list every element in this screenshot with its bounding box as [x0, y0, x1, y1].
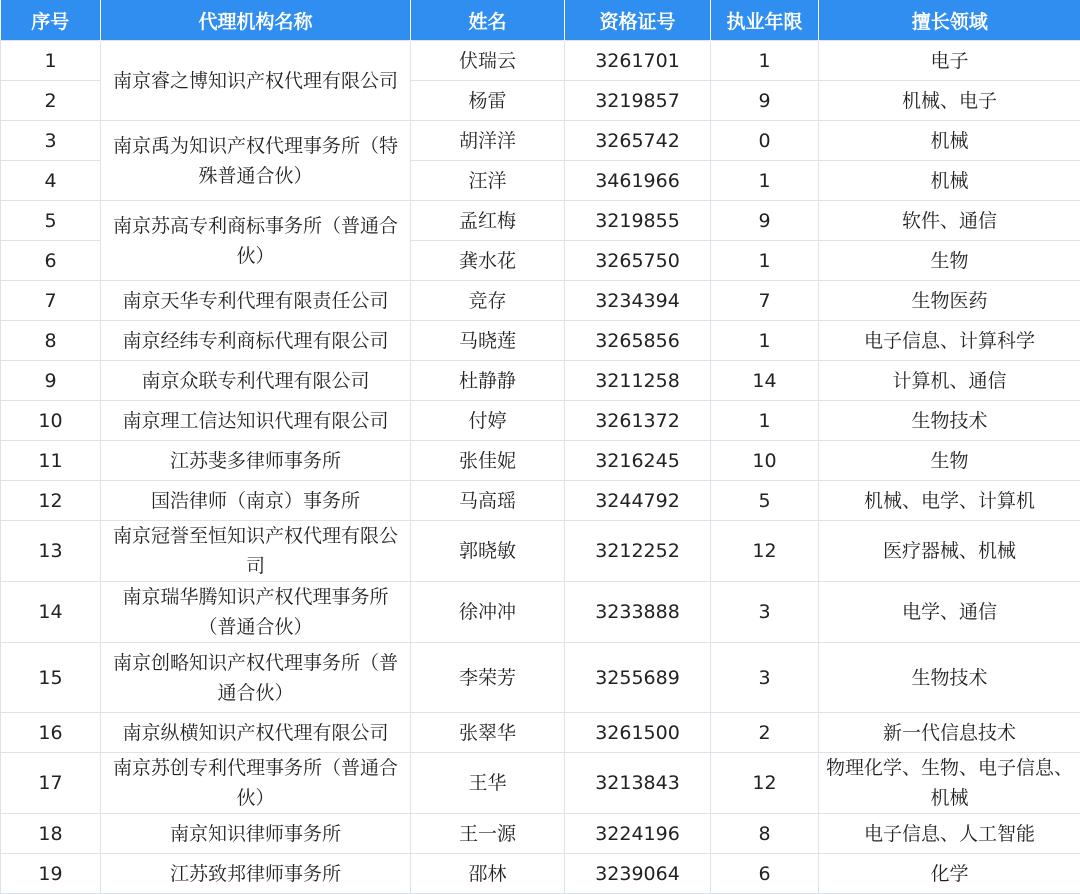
table-row — [1, 753, 1080, 814]
cell-field: 生物 — [819, 241, 1080, 281]
header-years: 执业年限 — [711, 0, 819, 41]
cell-agency: 南京苏高专利商标事务所（普通合伙） — [101, 201, 411, 281]
cell-field: 化学 — [819, 854, 1080, 894]
cell-name: 马高瑶 — [411, 481, 565, 521]
cell-no: 1 — [1, 41, 101, 81]
cell-no: 19 — [1, 854, 101, 894]
cell-years: 12 — [711, 753, 819, 814]
cell-agency: 江苏致邦律师事务所 — [101, 854, 411, 894]
cell-years: 1 — [711, 161, 819, 201]
cell-cert: 3261500 — [565, 713, 711, 753]
cell-no: 2 — [1, 81, 101, 121]
table-body — [1, 41, 1080, 894]
cell-no: 8 — [1, 321, 101, 361]
cell-name: 伏瑞云 — [411, 41, 565, 81]
cell-no: 17 — [1, 753, 101, 814]
cell-no: 18 — [1, 814, 101, 854]
cell-cert: 3234394 — [565, 281, 711, 321]
cell-agency: 南京理工信达知识代理有限公司 — [101, 401, 411, 441]
header-cert: 资格证号 — [565, 0, 711, 41]
cell-agency: 南京苏创专利代理事务所（普通合伙） — [101, 753, 411, 814]
cell-field: 机械、电学、计算机 — [819, 481, 1080, 521]
cell-years: 6 — [711, 854, 819, 894]
header-agency: 代理机构名称 — [101, 0, 411, 41]
table-row — [1, 201, 1080, 241]
cell-field: 机械、电子 — [819, 81, 1080, 121]
cell-no: 5 — [1, 201, 101, 241]
cell-cert: 3219857 — [565, 81, 711, 121]
cell-name: 王一源 — [411, 814, 565, 854]
cell-cert: 3216245 — [565, 441, 711, 481]
cell-years: 1 — [711, 401, 819, 441]
cell-years: 0 — [711, 121, 819, 161]
table-row — [1, 643, 1080, 713]
cell-name: 杨雷 — [411, 81, 565, 121]
cell-no: 13 — [1, 521, 101, 582]
cell-agency: 南京睿之博知识产权代理有限公司 — [101, 41, 411, 121]
cell-no: 15 — [1, 643, 101, 713]
cell-field: 机械 — [819, 121, 1080, 161]
table-row — [1, 814, 1080, 854]
cell-no: 10 — [1, 401, 101, 441]
cell-field: 电子信息、计算科学 — [819, 321, 1080, 361]
cell-cert: 3244792 — [565, 481, 711, 521]
cell-cert: 3211258 — [565, 361, 711, 401]
cell-name: 孟红梅 — [411, 201, 565, 241]
cell-cert: 3261372 — [565, 401, 711, 441]
header-field: 擅长领域 — [819, 0, 1080, 41]
table-row — [1, 521, 1080, 582]
cell-field: 生物技术 — [819, 643, 1080, 713]
cell-no: 3 — [1, 121, 101, 161]
cell-no: 9 — [1, 361, 101, 401]
cell-name: 郭晓敏 — [411, 521, 565, 582]
cell-years: 1 — [711, 321, 819, 361]
cell-field: 生物医药 — [819, 281, 1080, 321]
cell-no: 7 — [1, 281, 101, 321]
cell-cert: 3265742 — [565, 121, 711, 161]
cell-years: 7 — [711, 281, 819, 321]
cell-years: 10 — [711, 441, 819, 481]
cell-years: 5 — [711, 481, 819, 521]
cell-agency: 国浩律师（南京）事务所 — [101, 481, 411, 521]
cell-years: 14 — [711, 361, 819, 401]
cell-cert: 3213843 — [565, 753, 711, 814]
table-row — [1, 441, 1080, 481]
cell-no: 11 — [1, 441, 101, 481]
cell-cert: 3265750 — [565, 241, 711, 281]
cell-cert: 3224196 — [565, 814, 711, 854]
table-row — [1, 481, 1080, 521]
cell-agency: 南京创略知识产权代理事务所（普通合伙） — [101, 643, 411, 713]
table-row — [1, 121, 1080, 161]
cell-cert: 3233888 — [565, 582, 711, 643]
table-row — [1, 401, 1080, 441]
table-row — [1, 321, 1080, 361]
cell-name: 汪洋 — [411, 161, 565, 201]
cell-agency: 江苏斐多律师事务所 — [101, 441, 411, 481]
cell-no: 4 — [1, 161, 101, 201]
cell-field: 电学、通信 — [819, 582, 1080, 643]
cell-cert: 3212252 — [565, 521, 711, 582]
cell-agency: 南京天华专利代理有限责任公司 — [101, 281, 411, 321]
cell-agency: 南京经纬专利商标代理有限公司 — [101, 321, 411, 361]
cell-years: 3 — [711, 582, 819, 643]
cell-field: 电子信息、人工智能 — [819, 814, 1080, 854]
cell-name: 胡洋洋 — [411, 121, 565, 161]
cell-years: 8 — [711, 814, 819, 854]
cell-cert: 3219855 — [565, 201, 711, 241]
cell-name: 邵林 — [411, 854, 565, 894]
table-row — [1, 281, 1080, 321]
table-row — [1, 713, 1080, 753]
cell-cert: 3265856 — [565, 321, 711, 361]
cell-years: 12 — [711, 521, 819, 582]
cell-field: 计算机、通信 — [819, 361, 1080, 401]
cell-agency: 南京瑞华腾知识产权代理事务所（普通合伙） — [101, 582, 411, 643]
cell-name: 张佳妮 — [411, 441, 565, 481]
cell-years: 1 — [711, 41, 819, 81]
cell-cert: 3255689 — [565, 643, 711, 713]
cell-no: 12 — [1, 481, 101, 521]
cell-no: 14 — [1, 582, 101, 643]
cell-agency: 南京冠誉至恒知识产权代理有限公司 — [101, 521, 411, 582]
cell-name: 马晓莲 — [411, 321, 565, 361]
cell-name: 王华 — [411, 753, 565, 814]
cell-field: 物理化学、生物、电子信息、机械 — [819, 753, 1080, 814]
header-name: 姓名 — [411, 0, 565, 41]
cell-field: 医疗器械、机械 — [819, 521, 1080, 582]
cell-name: 徐冲冲 — [411, 582, 565, 643]
cell-years: 3 — [711, 643, 819, 713]
cell-cert: 3461966 — [565, 161, 711, 201]
table-row — [1, 41, 1080, 81]
cell-field: 软件、通信 — [819, 201, 1080, 241]
cell-field: 机械 — [819, 161, 1080, 201]
cell-years: 1 — [711, 241, 819, 281]
cell-name: 付婷 — [411, 401, 565, 441]
cell-no: 6 — [1, 241, 101, 281]
cell-years: 9 — [711, 81, 819, 121]
cell-agency: 南京知识律师事务所 — [101, 814, 411, 854]
cell-name: 杜静静 — [411, 361, 565, 401]
cell-cert: 3261701 — [565, 41, 711, 81]
cell-years: 9 — [711, 201, 819, 241]
cell-no: 16 — [1, 713, 101, 753]
cell-agency: 南京纵横知识产权代理有限公司 — [101, 713, 411, 753]
cell-name: 张翠华 — [411, 713, 565, 753]
cell-years: 2 — [711, 713, 819, 753]
cell-field: 生物技术 — [819, 401, 1080, 441]
cell-name: 龚水花 — [411, 241, 565, 281]
cell-name: 李荣芳 — [411, 643, 565, 713]
cell-name: 竞存 — [411, 281, 565, 321]
table-header — [1, 0, 1080, 41]
cell-field: 电子 — [819, 41, 1080, 81]
cell-agency: 南京禹为知识产权代理事务所（特殊普通合伙） — [101, 121, 411, 201]
table-row — [1, 361, 1080, 401]
table-row — [1, 582, 1080, 643]
header-no: 序号 — [1, 0, 101, 41]
cell-agency: 南京众联专利代理有限公司 — [101, 361, 411, 401]
cell-cert: 3239064 — [565, 854, 711, 894]
cell-field: 新一代信息技术 — [819, 713, 1080, 753]
table-row — [1, 854, 1080, 894]
cell-field: 生物 — [819, 441, 1080, 481]
